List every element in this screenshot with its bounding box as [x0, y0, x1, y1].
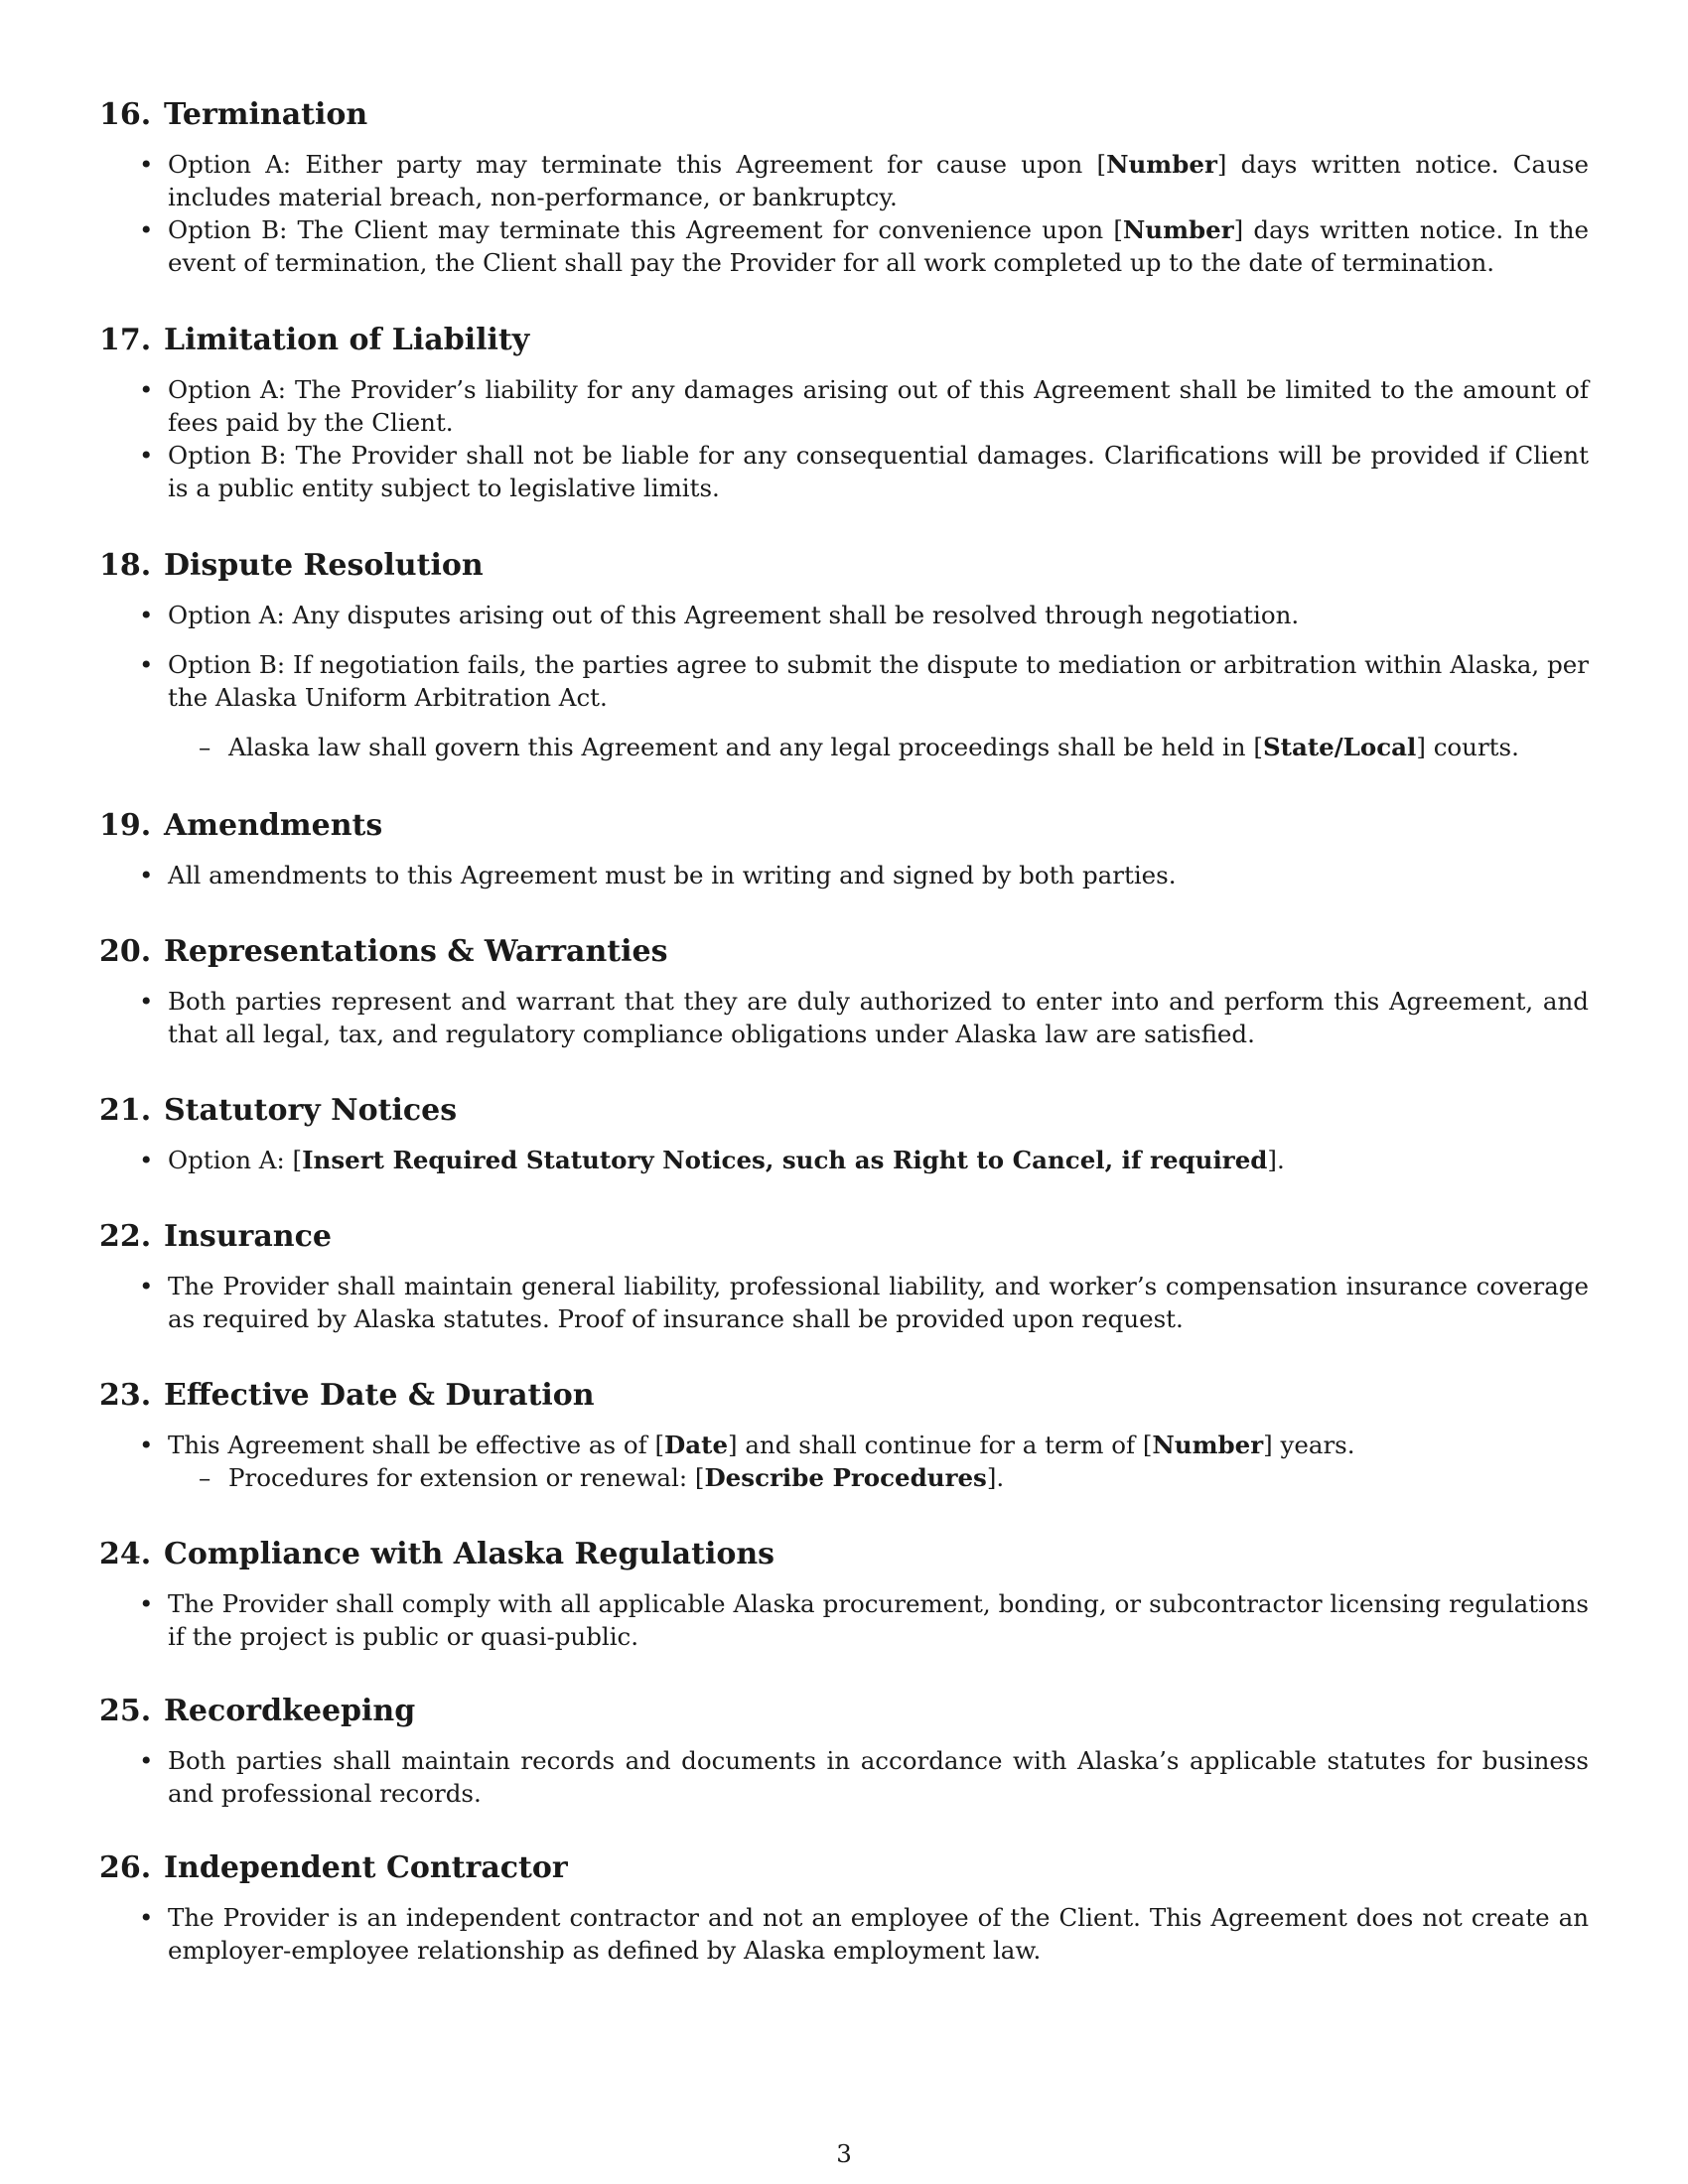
termination-option-a: • Option A: Either party may terminate this Agreement for cause upon [Number] days written notice. Cause includes material breach, non-performance, or bankruptcy. — [99, 148, 1589, 213]
liability-option-a: • Option A: The Provider’s liability for any damages arising out of this Agreement shall be limited to the amount of fees paid by the Client. — [99, 373, 1589, 439]
section-heading: 22. Insurance — [99, 1219, 332, 1254]
section-heading: 23. Effective Date & Duration — [99, 1378, 595, 1413]
representations-item: • Both parties represent and warrant that they are duly authorized to enter into and perform this Agreement, and that all legal, tax, and regulatory compliance obligations under Alaska law are satisfied. — [99, 985, 1589, 1050]
page-number: 3 — [836, 2139, 852, 2168]
section-termination — [99, 96, 1589, 279]
compliance-item: • The Provider shall comply with all applicable Alaska procurement, bonding, or subcontractor licensing regulations if the project is public or quasi-public. — [99, 1587, 1589, 1653]
section-representations-warranties — [99, 933, 1589, 1050]
section-insurance — [99, 1218, 1589, 1335]
renewal-procedures-item: – Procedures for extension or renewal: [Describe Procedures]. — [99, 1461, 1589, 1494]
section-heading: 19. Amendments — [99, 808, 383, 843]
section-heading: 17. Limitation of Liability — [99, 323, 530, 357]
recordkeeping-item: • Both parties shall maintain records and documents in accordance with Alaska’s applicable statutes for business and professional records. — [99, 1744, 1589, 1810]
independent-contractor-item: • The Provider is an independent contractor and not an employee of the Client. This Agreement does not create an employer-employee relationship as defined by Alaska employment law. — [99, 1901, 1589, 1967]
section-heading: 16. Termination — [99, 97, 368, 132]
section-statutory-notices — [99, 1092, 1589, 1176]
effective-date-item: • This Agreement shall be effective as of [Date] and shall continue for a term of [Number] years. — [99, 1429, 1589, 1461]
section-heading: 20. Representations & Warranties — [99, 934, 668, 969]
section-effective-date-duration — [99, 1377, 1589, 1494]
section-heading: 21. Statutory Notices — [99, 1093, 458, 1128]
section-heading: 26. Independent Contractor — [99, 1850, 568, 1885]
termination-option-b: • Option B: The Client may terminate this Agreement for convenience upon [Number] days written notice. In the event of termination, the Client shall pay the Provider for all work completed up to the date of termination. — [99, 213, 1589, 279]
section-heading: 24. Compliance with Alaska Regulations — [99, 1537, 775, 1571]
liability-option-b: • Option B: The Provider shall not be liable for any consequential damages. Clarifications will be provided if Client is a public entity subject to legislative limits. — [99, 439, 1589, 504]
section-limitation-of-liability — [99, 322, 1589, 504]
section-recordkeeping — [99, 1693, 1589, 1810]
section-compliance-alaska-regulations — [99, 1536, 1589, 1653]
statutory-notices-option-a: • Option A: [Insert Required Statutory Notices, such as Right to Cancel, if required]. — [99, 1144, 1589, 1176]
dispute-option-b: • Option B: If negotiation fails, the parties agree to submit the dispute to mediation or arbitration within Alaska, per the Alaska Uniform Arbitration Act. — [99, 648, 1589, 714]
section-dispute-resolution — [99, 547, 1589, 763]
insurance-item: • The Provider shall maintain general liability, professional liability, and worker’s compensation insurance coverage as required by Alaska statutes. Proof of insurance shall be provided upon request. — [99, 1270, 1589, 1335]
dispute-governing-law: – Alaska law shall govern this Agreement and any legal proceedings shall be held in [State/Local] courts. — [99, 731, 1589, 763]
dispute-option-a: • Option A: Any disputes arising out of this Agreement shall be resolved through negotiation. — [99, 599, 1589, 631]
section-heading: 25. Recordkeeping — [99, 1694, 416, 1728]
amendments-item: • All amendments to this Agreement must be in writing and signed by both parties. — [99, 859, 1589, 891]
section-heading: 18. Dispute Resolution — [99, 548, 484, 583]
section-independent-contractor — [99, 1849, 1589, 1967]
section-amendments — [99, 807, 1589, 891]
